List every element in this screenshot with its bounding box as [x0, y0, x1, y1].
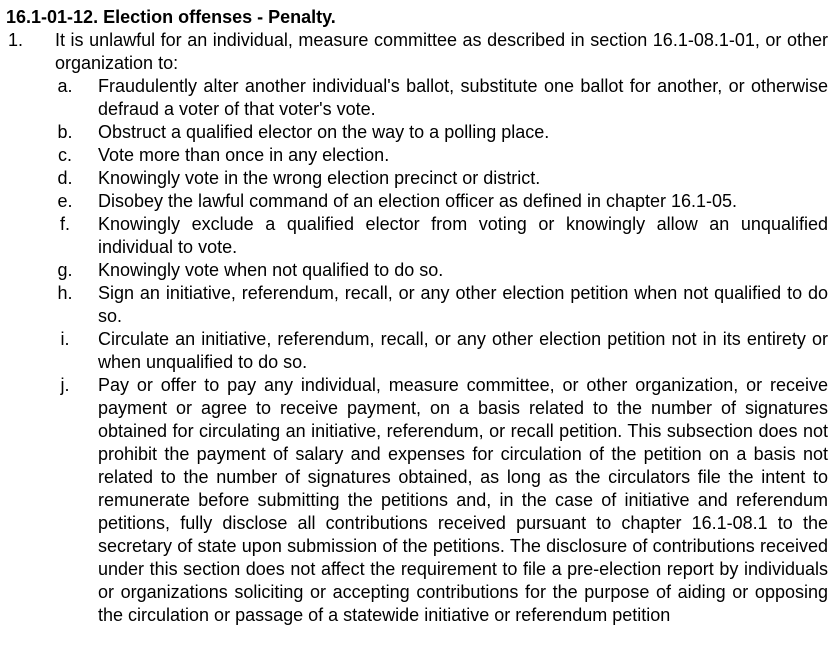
subsection-number: 1. — [8, 30, 24, 50]
item-letter: h. — [57, 283, 73, 303]
item-letter: e. — [57, 191, 73, 211]
item-text: Sign an initiative, referendum, recall, or any other election petition when not qualified to do so. — [98, 283, 828, 326]
item-text: Circulate an initiative, referendum, recall, or any other election petition not in its entirety or when unqualified to do so. — [98, 329, 828, 372]
item-letter: d. — [57, 168, 73, 188]
list-item — [55, 144, 828, 167]
list-item — [55, 190, 828, 213]
item-letter: a. — [57, 76, 73, 96]
item-letter: c. — [57, 145, 72, 165]
item-letter: g. — [57, 260, 73, 280]
item-letter: j. — [60, 375, 70, 395]
list-item — [55, 167, 828, 190]
list-item — [55, 121, 828, 144]
item-text: Disobey the lawful command of an election officer as defined in chapter 16.1-05. — [98, 191, 738, 211]
list-item — [55, 259, 828, 282]
list-item — [55, 213, 828, 259]
item-letter: i. — [60, 329, 70, 349]
item-text: Fraudulently alter another individual's ballot, substitute one ballot for another, or otherwise defraud a voter of that voter's vote. — [98, 76, 828, 119]
item-text: Pay or offer to pay any individual, measure committee, or other organization, or receive payment or agree to receive payment, on a basis related to the number of signatures obtained for circulating an initiative, referendum, or recall petition. This subsection does not prohibit the payment of salary and expenses for circulation of the petition on a basis not related to the number of signatures obtained, as long as the circulators file the intent to remunerate before submitting the petitions and, in the case of initiative and referendum petitions, fully disclose all contributions received pursuant to chapter 16.1-08.1 to the secretary of state upon submission of the petitions. The disclosure of contributions received under this section does not affect the requirement to file a pre-election report by individuals or organizations soliciting or accepting contributions for the purpose of aiding or opposing the circulation or passage of a statewide initiative or referendum petition — [98, 375, 828, 625]
item-text: Knowingly exclude a qualified elector from voting or knowingly allow an unqualified individual to vote. — [98, 214, 828, 257]
list-item — [55, 75, 828, 121]
list-item — [55, 328, 828, 374]
item-text: Vote more than once in any election. — [98, 145, 390, 165]
item-text: Knowingly vote in the wrong election precinct or district. — [98, 168, 541, 188]
subsection-intro-text: It is unlawful for an individual, measure committee as described in section 16.1-08.1-01, or other organization to: — [55, 30, 828, 73]
item-letter: f. — [59, 214, 70, 234]
item-letter: b. — [57, 122, 73, 142]
subsection-1 — [6, 29, 828, 627]
list-item — [55, 374, 828, 627]
section-title: 16.1-01-12. Election offenses - Penalty. — [6, 7, 336, 27]
list-item — [55, 282, 828, 328]
item-text: Knowingly vote when not qualified to do so. — [98, 260, 444, 280]
item-text: Obstruct a qualified elector on the way to a polling place. — [98, 122, 550, 142]
offense-list — [55, 75, 828, 627]
